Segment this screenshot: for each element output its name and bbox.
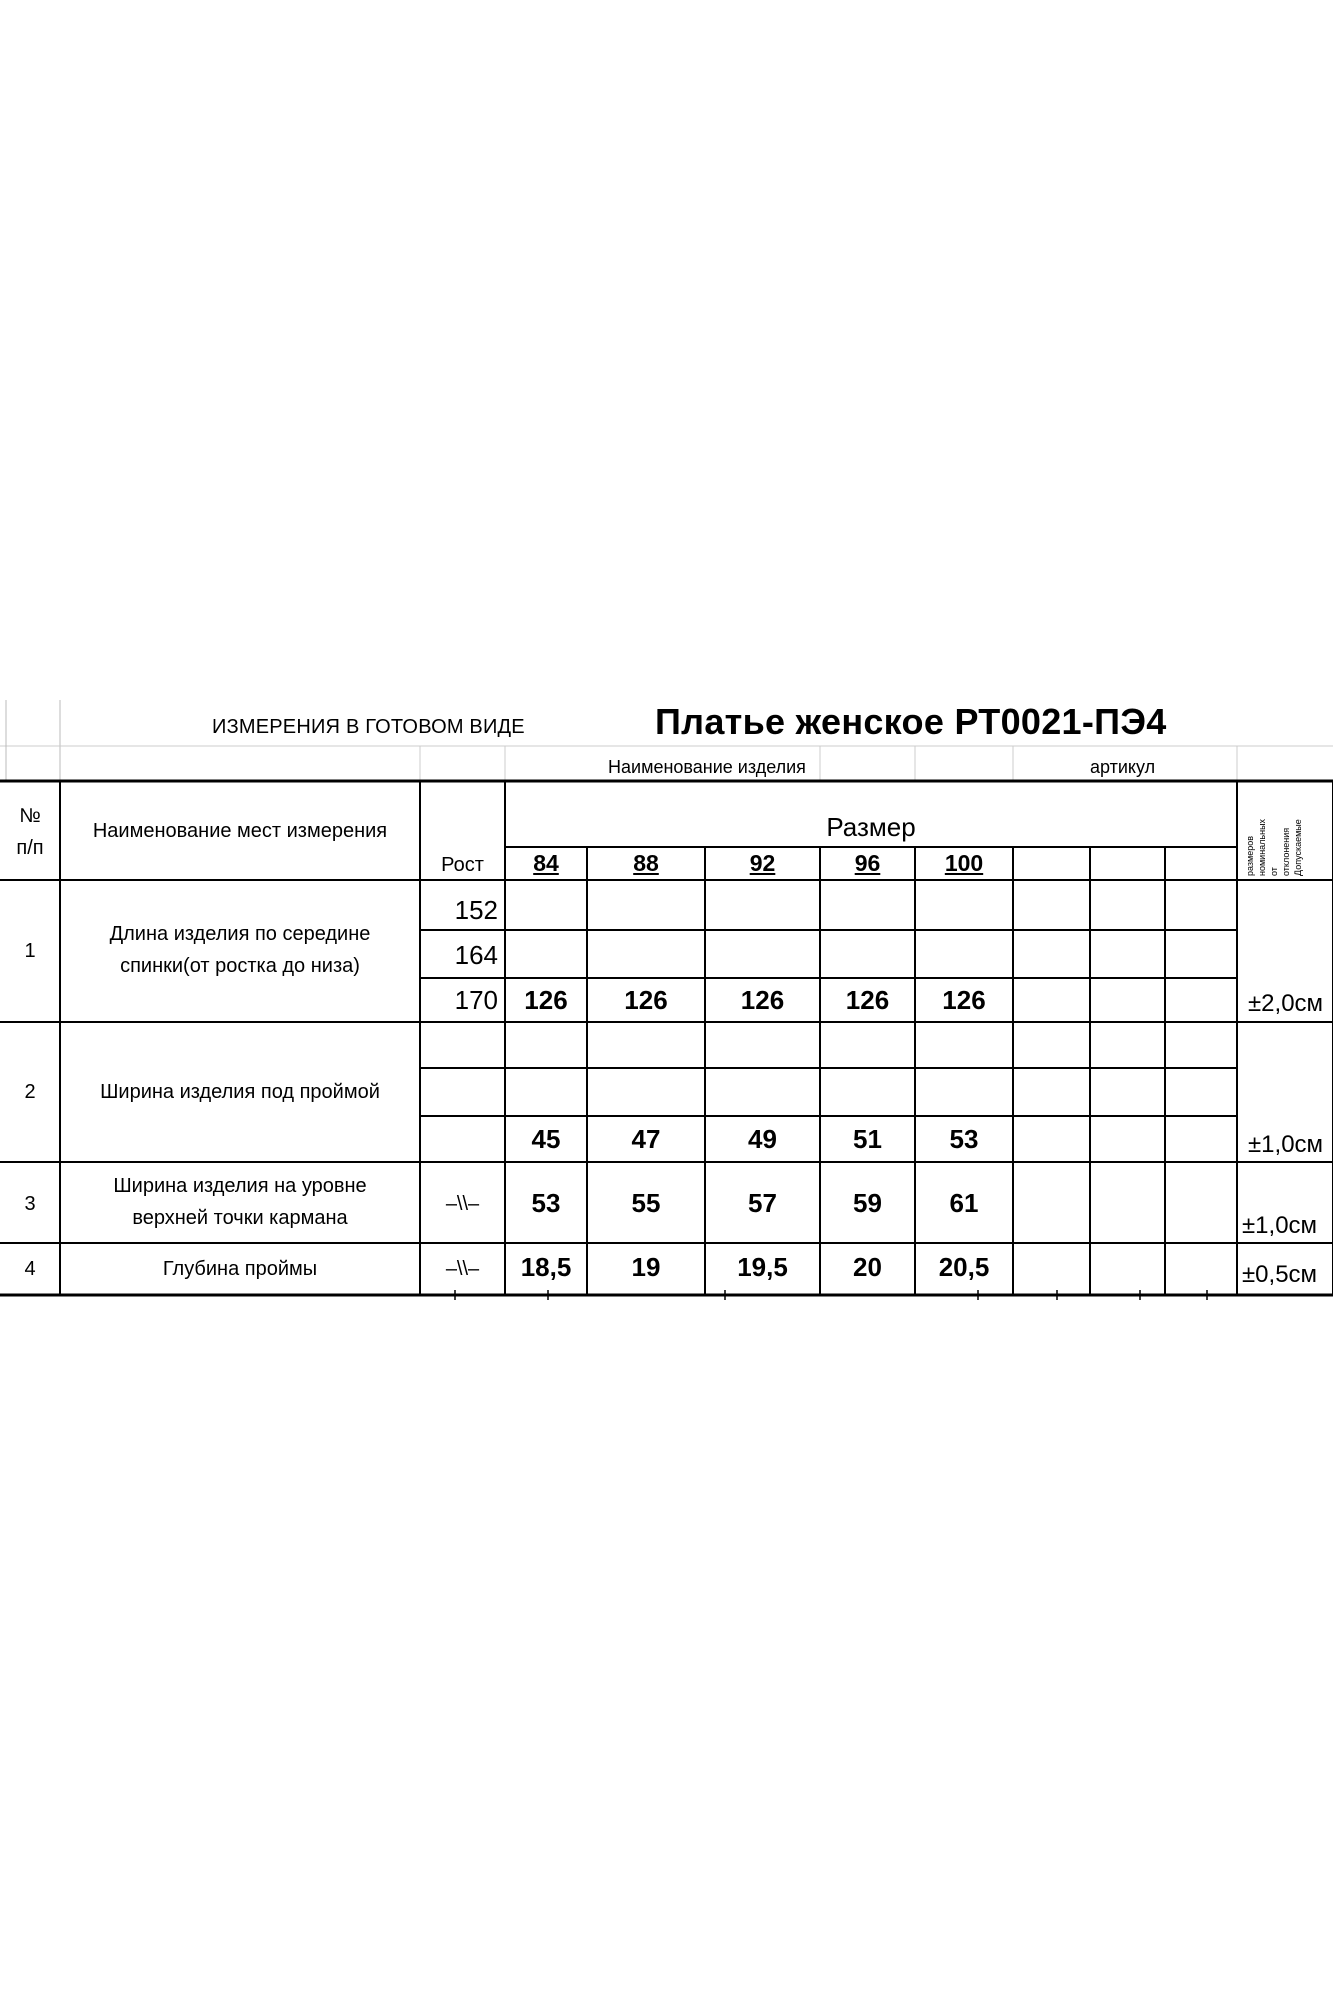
size-value: 126 xyxy=(845,985,890,1015)
size-value: 53 xyxy=(531,1188,561,1218)
article-label: артикул xyxy=(1090,757,1156,777)
size-value: 45 xyxy=(531,1124,561,1154)
size-value: 20 xyxy=(853,1252,882,1282)
size-value: 19,5 xyxy=(737,1252,788,1282)
measurement-name: Ширина изделия под проймой xyxy=(100,1081,380,1103)
size-value: 20,5 xyxy=(938,1252,990,1282)
col-tolerance-header xyxy=(1245,786,1329,876)
size-value: 19 xyxy=(631,1252,661,1282)
size-value: 57 xyxy=(748,1188,777,1218)
height-value: 164 xyxy=(454,940,498,970)
size-value: 47 xyxy=(631,1124,661,1154)
product-title: Платье женское РТ0021-ПЭ4 xyxy=(655,701,1167,742)
tolerance-value: ±0,5см xyxy=(1242,1261,1318,1288)
height-value: 152 xyxy=(454,895,498,925)
col-name-header: Наименование мест измерения xyxy=(92,820,388,842)
measurements-label: ИЗМЕРЕНИЯ В ГОТОВОМ ВИДЕ xyxy=(212,716,525,738)
ditto-mark: –\\– xyxy=(445,1193,480,1215)
row-number: 4 xyxy=(24,1258,36,1280)
height-value: 170 xyxy=(454,985,498,1015)
size-value: 49 xyxy=(748,1124,777,1154)
size-label: 92 xyxy=(749,850,776,876)
size-value: 126 xyxy=(740,985,785,1015)
size-value: 55 xyxy=(631,1188,661,1218)
tolerance-value: ±2,0см xyxy=(1248,990,1324,1017)
size-value: 126 xyxy=(624,985,668,1015)
tolerance-word: отклонения xyxy=(1281,827,1291,876)
size-label: 96 xyxy=(854,850,881,876)
size-value: 126 xyxy=(942,985,986,1015)
measurement-name: Ширина изделия на уровне верхней точки кармана xyxy=(113,1175,367,1229)
row-number: 2 xyxy=(24,1081,36,1103)
tolerance-word: номинальных xyxy=(1257,818,1267,876)
row-number: 1 xyxy=(24,940,36,962)
size-value: 126 xyxy=(524,985,568,1015)
size-label: 84 xyxy=(533,850,559,876)
tolerance-word: Допускаемые xyxy=(1293,819,1303,876)
size-value: 59 xyxy=(853,1188,882,1218)
product-name-label: Наименование изделия xyxy=(608,757,806,777)
size-label: 88 xyxy=(633,850,659,876)
tolerance-value: ±1,0см xyxy=(1242,1212,1318,1239)
ditto-mark: –\\– xyxy=(445,1258,480,1280)
row-number: 3 xyxy=(24,1193,36,1215)
col-height-header: Рост xyxy=(441,854,484,876)
size-value: 18,5 xyxy=(520,1252,572,1282)
tolerance-word: размеров xyxy=(1245,835,1255,876)
col-size-header: Размер xyxy=(826,812,916,842)
measurement-name: Глубина проймы xyxy=(162,1258,318,1280)
size-value: 61 xyxy=(949,1188,979,1218)
size-value: 51 xyxy=(853,1124,882,1154)
col-num-header: № п/п xyxy=(16,805,44,859)
size-label: 100 xyxy=(944,850,984,876)
tolerance-value: ±1,0см xyxy=(1248,1131,1324,1158)
size-value: 53 xyxy=(949,1124,979,1154)
tolerance-word: от xyxy=(1269,867,1279,876)
measurement-name: Длина изделия по середине спинки(от ростка до низа) xyxy=(109,923,371,977)
